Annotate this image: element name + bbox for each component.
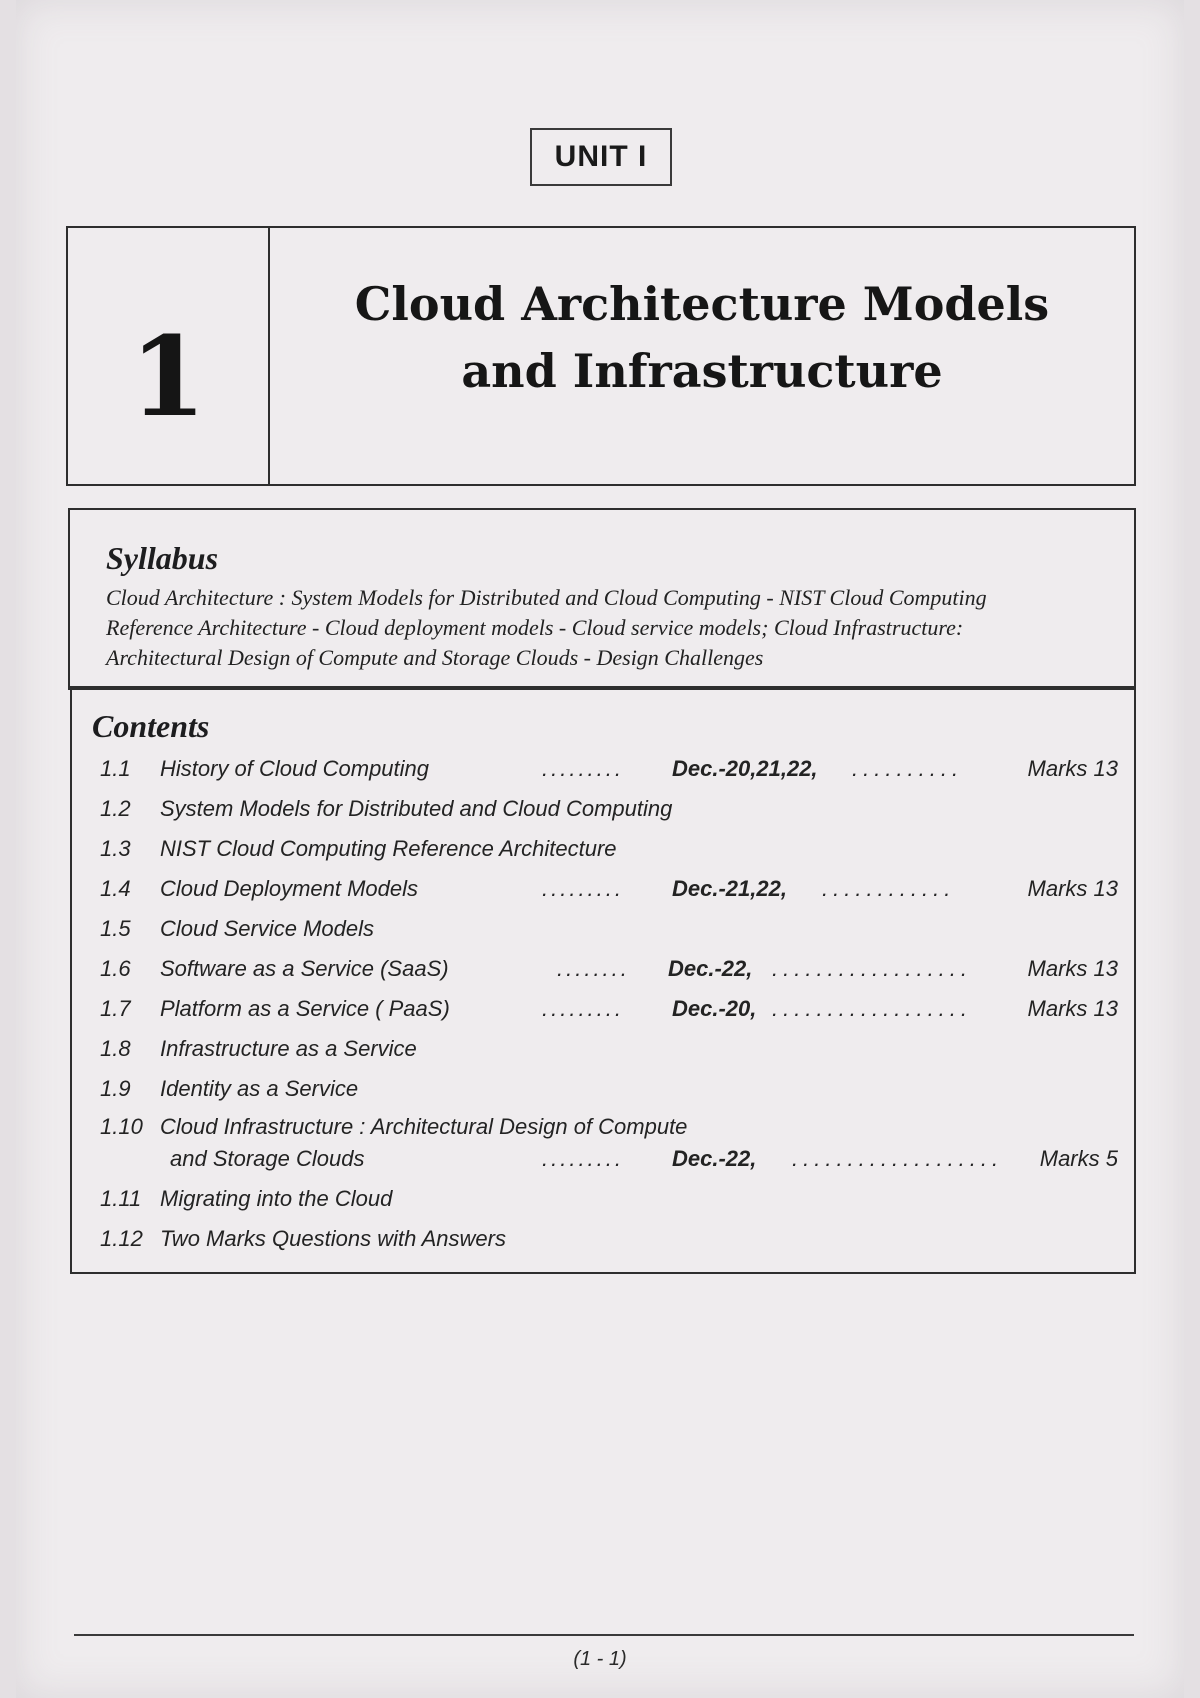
item-number: 1.11 xyxy=(100,1186,142,1211)
item-number: 1.9 xyxy=(100,1076,131,1101)
syllabus-line-3: Architectural Design of Compute and Storage Clouds - Design Challenges xyxy=(106,645,764,670)
footer-divider xyxy=(74,1634,1134,1636)
item-label: NIST Cloud Computing Reference Architecture xyxy=(160,836,617,861)
leader-dots: ......... xyxy=(542,876,625,901)
item-number: 1.8 xyxy=(100,1036,131,1061)
item-number: 1.4 xyxy=(100,876,131,901)
item-label: Migrating into the Cloud xyxy=(160,1186,393,1211)
item-number: 1.2 xyxy=(100,796,131,821)
item-number: 1.1 xyxy=(100,756,131,781)
leader-dots: ......... xyxy=(542,996,625,1021)
syllabus-line-1: Cloud Architecture : System Models for Distributed and Cloud Computing - NIST Cloud Computing xyxy=(106,585,987,610)
contents-item xyxy=(72,996,1138,1034)
marks: Marks 13 xyxy=(1027,876,1118,901)
item-label: Two Marks Questions with Answers xyxy=(160,1226,506,1251)
item-label: History of Cloud Computing xyxy=(160,756,430,781)
chapter-title xyxy=(270,228,1134,484)
contents-item xyxy=(72,836,1138,874)
chapter-title-line-2: and Infrastructure xyxy=(461,344,943,398)
item-label: Software as a Service (SaaS) xyxy=(160,956,449,981)
exam-date: Dec.-20, xyxy=(672,996,757,1021)
item-label: Cloud Infrastructure : Architectural Design of Compute xyxy=(160,1114,688,1139)
marks: Marks 13 xyxy=(1027,756,1118,781)
item-label: Infrastructure as a Service xyxy=(160,1036,417,1061)
leader-dots: ............ xyxy=(822,876,956,901)
contents-item xyxy=(72,796,1138,834)
item-label: System Models for Distributed and Cloud Computing xyxy=(160,796,673,821)
leader-dots: .................. xyxy=(772,956,973,981)
contents-item-continuation xyxy=(72,1146,1138,1184)
item-number: 1.12 xyxy=(100,1226,143,1251)
unit-label: UNIT I xyxy=(530,128,672,186)
page-number: (1 - 1) xyxy=(573,1648,627,1670)
contents-item xyxy=(72,1076,1138,1114)
exam-date: Dec.-20,21,22, xyxy=(672,756,818,781)
leader-dots: .................. xyxy=(772,996,973,1021)
contents-item xyxy=(72,876,1138,914)
contents-item xyxy=(72,1186,1138,1224)
leader-dots: .......... xyxy=(852,756,964,781)
item-number: 1.7 xyxy=(100,996,131,1021)
syllabus-text xyxy=(106,583,1114,673)
contents-item xyxy=(72,916,1138,954)
exam-date: Dec.-21,22, xyxy=(672,876,787,901)
syllabus-line-2: Reference Architecture - Cloud deployment models - Cloud service models; Cloud Infrastructure: xyxy=(106,615,964,640)
syllabus-heading: Syllabus xyxy=(106,540,219,576)
item-number: 1.5 xyxy=(100,916,131,941)
contents-item xyxy=(72,956,1138,994)
leader-dots: ......... xyxy=(542,756,625,781)
item-label: and Storage Clouds xyxy=(170,1146,365,1171)
marks: Marks 13 xyxy=(1027,996,1118,1021)
chapter-number: 1 xyxy=(68,228,270,484)
contents-item xyxy=(72,1226,1138,1264)
item-label: Cloud Deployment Models xyxy=(160,876,419,901)
contents-item xyxy=(72,756,1138,794)
marks: Marks 13 xyxy=(1027,956,1118,981)
item-label: Cloud Service Models xyxy=(160,916,374,941)
chapter-title-box xyxy=(66,226,1136,486)
contents-item xyxy=(72,1036,1138,1074)
chapter-title-line-1: Cloud Architecture Models xyxy=(354,277,1050,332)
exam-date: Dec.-22, xyxy=(672,1146,757,1171)
leader-dots: ................... xyxy=(792,1146,1004,1171)
item-number: 1.3 xyxy=(100,836,131,861)
contents-box xyxy=(70,686,1136,1274)
contents-heading: Contents xyxy=(92,708,210,744)
leader-dots: ........ xyxy=(557,956,630,981)
item-number: 1.10 xyxy=(100,1114,143,1139)
exam-date: Dec.-22, xyxy=(668,956,753,981)
item-label: Platform as a Service ( PaaS) xyxy=(160,996,450,1021)
item-label: Identity as a Service xyxy=(160,1076,359,1101)
leader-dots: ......... xyxy=(542,1146,625,1171)
syllabus-box xyxy=(68,508,1136,690)
item-number: 1.6 xyxy=(100,956,131,981)
marks: Marks 5 xyxy=(1039,1146,1118,1171)
